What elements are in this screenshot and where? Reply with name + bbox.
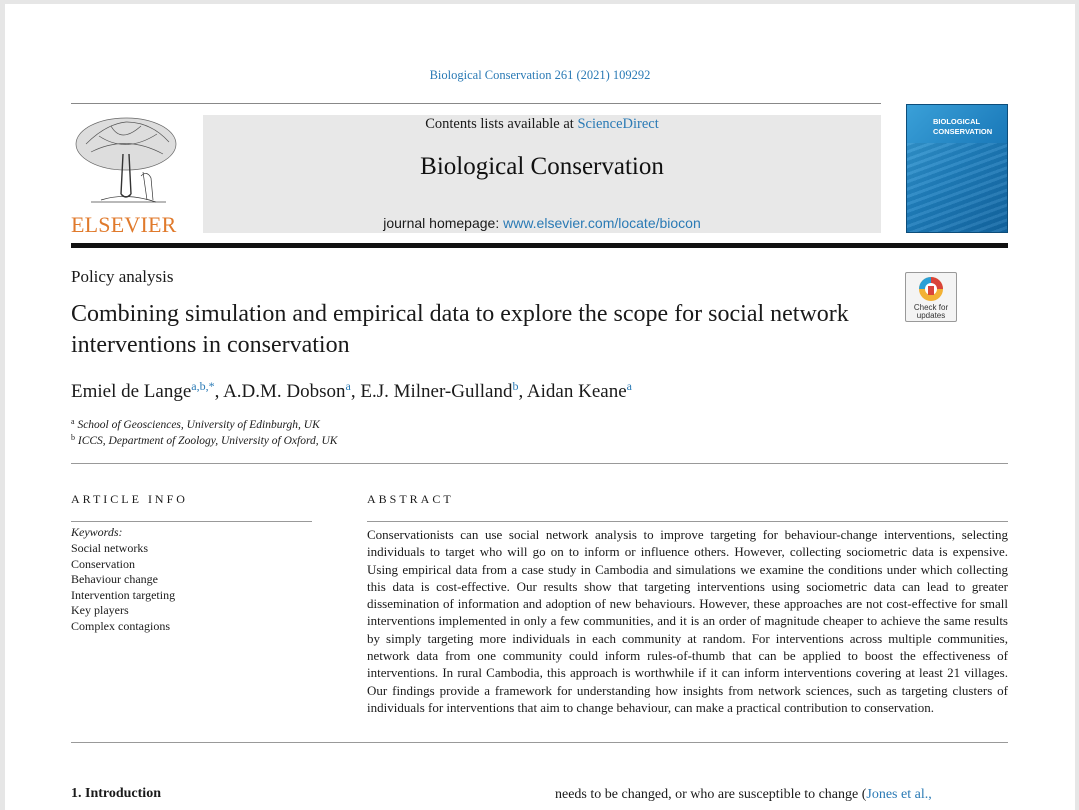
journal-title: Biological Conservation xyxy=(420,153,664,180)
elsevier-logo[interactable] xyxy=(71,114,181,238)
header-rule xyxy=(71,103,881,104)
author-name[interactable]: Emiel de Lange xyxy=(71,381,192,402)
sciencedirect-link[interactable]: ScienceDirect xyxy=(577,116,659,132)
author-affiliation-ref[interactable]: a,b,* xyxy=(191,379,215,393)
keyword-item: Behaviour change xyxy=(71,572,158,586)
introduction-heading: 1. Introduction xyxy=(71,786,161,801)
article-title: Combining simulation and empirical data to explore the scope for social network interventions in conservation xyxy=(71,301,849,358)
abstract-bottom-rule xyxy=(71,742,1008,743)
author-name[interactable]: A.D.M. Dobson xyxy=(223,381,346,402)
keyword-item: Social networks xyxy=(71,541,148,555)
keywords-label: Keywords: xyxy=(71,525,123,539)
keyword-item: Key players xyxy=(71,603,129,617)
tree-emblem-icon xyxy=(71,114,181,210)
paper-page xyxy=(5,4,1075,810)
homepage-line: journal homepage: www.elsevier.com/locate/biocon xyxy=(383,215,701,231)
article-section-type: Policy analysis xyxy=(71,267,174,286)
abstract-rule xyxy=(367,521,1008,522)
journal-citation[interactable]: Biological Conservation 261 (2021) 109292 xyxy=(429,68,651,82)
cover-pattern xyxy=(907,143,1008,233)
affiliation-a: $^a$ School of Geosciences, University of Edinburgh, UK xyxy=(71,417,320,431)
keyword-item: Conservation xyxy=(71,556,135,571)
abstract-text: Conservationists can use social network analysis to improve targeting for behaviour-change interventions, selecting individuals to target who will go on to inform or influence others. However, collecting sociometric data is expensive. Using empirical data from a case study in Cambodia and simulations we examine the conditions under which collecting this data is cost-effective. Our results show that targeting interventions using sociometric data can lead to greater dissemination of information and adoption of new behaviours. However, these approaches are not cost-effective for small interventions implemented in only a few communities, and it is an order of magnitude cheaper to achieve the same results by simply targeting more individuals in each community at random. For interventions across multiple communities, network data from one community could inform rules-of-thumb that can be applied to boost the effectiveness of interventions. In rural Cambodia, this approach is worthwhile if it can inform interventions covering at least 21 villages. Our findings provide a framework for understanding how insights from network sciences, such as targeting clusters of individuals for interventions that aim to change behaviour, can make a practical contribution to conservation. xyxy=(367,527,1008,715)
journal-banner xyxy=(203,115,881,233)
banner-rule xyxy=(71,243,1008,248)
check-for-updates-button[interactable] xyxy=(905,272,957,322)
crossmark-label: Check for updates xyxy=(913,303,949,320)
article-info-rule xyxy=(71,521,312,522)
abstract-heading: ABSTRACT xyxy=(367,492,454,506)
keyword-item: Intervention targeting xyxy=(71,587,176,602)
cover-title: BIOLOGICAL CONSERVATION xyxy=(933,117,993,136)
author-affiliation-ref[interactable]: a xyxy=(345,379,351,393)
author-name[interactable]: Aidan Keane xyxy=(526,381,627,402)
section-rule xyxy=(71,463,1008,464)
author-affiliation-ref[interactable]: a xyxy=(626,379,632,393)
elsevier-wordmark: ELSEVIER xyxy=(71,212,177,237)
keyword-item: Complex contagions xyxy=(71,618,170,633)
affiliation-b: $^b$ ICCS, Department of Zoology, University of Oxford, UK xyxy=(71,433,338,447)
contents-line: Contents lists available at ScienceDirect xyxy=(425,116,659,132)
intro-column-2-text: needs to be changed, or who are susceptible to change (Jones et al., xyxy=(555,787,932,802)
crossmark-icon xyxy=(918,276,944,302)
author-list: Emiel de Lange$^{a,b,*}$, A.D.M. Dobson$^a$, E.J. Milner-Gulland$^b$, Aidan Keane$^a$ xyxy=(71,379,632,402)
keyword-list xyxy=(71,541,175,634)
author-affiliation-ref[interactable]: b xyxy=(512,379,519,393)
article-info-heading: ARTICLE INFO xyxy=(71,492,188,506)
journal-cover[interactable] xyxy=(906,104,1008,233)
journal-homepage-link[interactable]: www.elsevier.com/locate/biocon xyxy=(503,215,701,231)
author-name[interactable]: E.J. Milner-Gulland xyxy=(360,381,513,402)
citation-link[interactable]: Jones et al., xyxy=(866,787,932,802)
